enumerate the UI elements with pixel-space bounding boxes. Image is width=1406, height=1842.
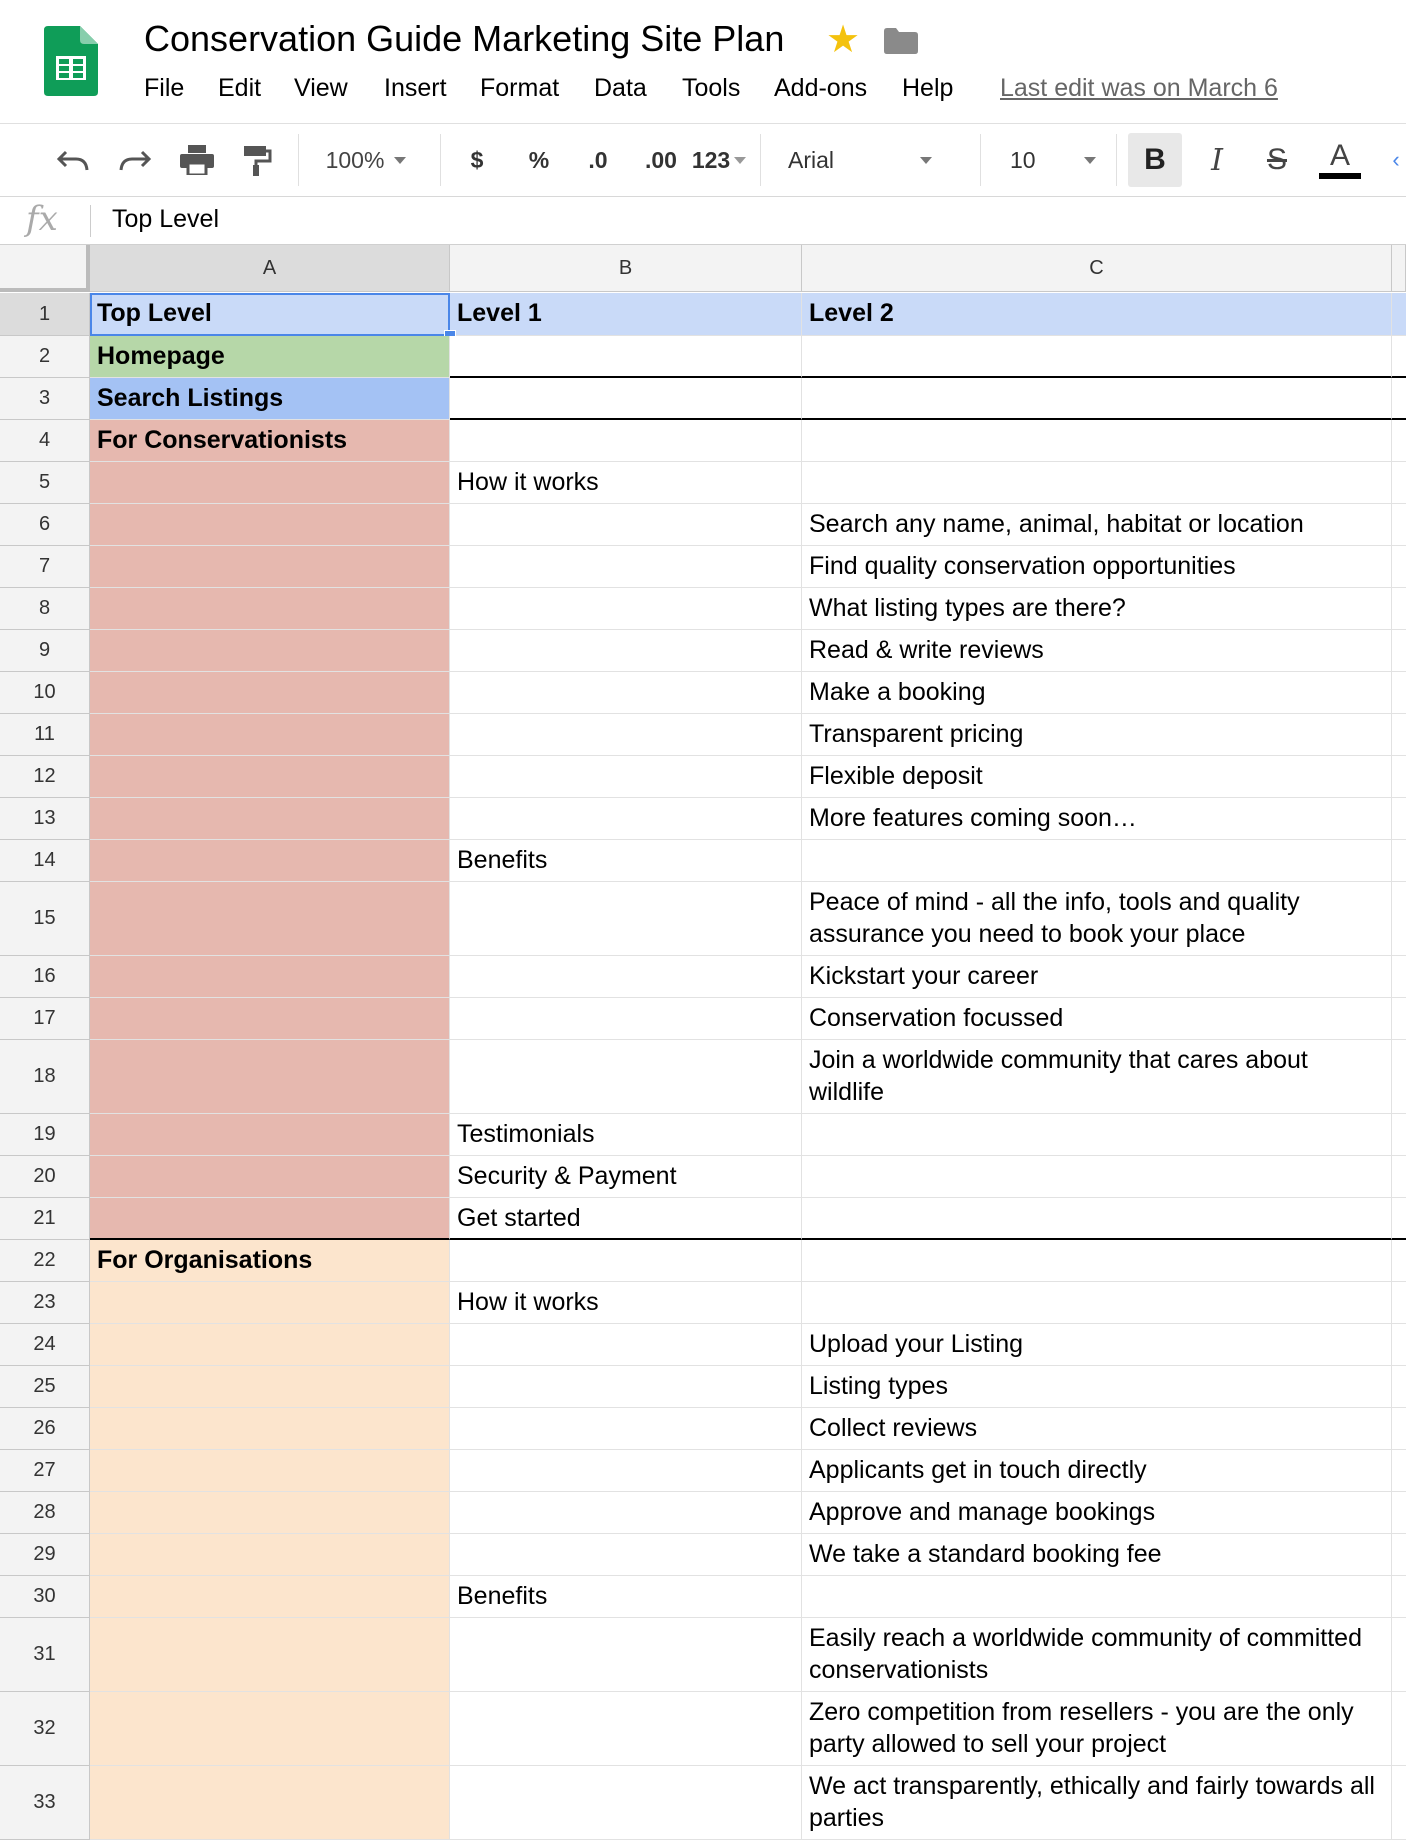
zoom-value: 100% xyxy=(325,146,385,173)
cell-a[interactable] xyxy=(90,1198,450,1240)
toolbar-separator xyxy=(980,134,981,186)
row-header[interactable]: 8 xyxy=(0,588,90,630)
row-header[interactable]: 28 xyxy=(0,1492,90,1534)
table-row xyxy=(0,882,1406,956)
paint-format-button[interactable] xyxy=(232,124,282,196)
paint-format-icon xyxy=(242,144,272,176)
cell-d[interactable] xyxy=(1392,998,1406,1040)
cell-d[interactable] xyxy=(1392,588,1406,630)
table-row xyxy=(0,336,1406,378)
currency-format-button[interactable]: $ xyxy=(470,146,484,173)
table-row xyxy=(0,1766,1406,1840)
column-header-d[interactable] xyxy=(1392,245,1406,292)
cell-c[interactable]: Collect reviews xyxy=(802,1408,1392,1450)
row-header[interactable]: 4 xyxy=(0,420,90,462)
table-row xyxy=(0,840,1406,882)
cell-d[interactable] xyxy=(1392,1408,1406,1450)
cell-b[interactable] xyxy=(450,630,802,672)
table-row xyxy=(0,798,1406,840)
cell-d[interactable] xyxy=(1392,756,1406,798)
table-row xyxy=(0,1156,1406,1198)
cell-c[interactable]: We act transparently, ethically and fairly towards all parties xyxy=(802,1766,1392,1840)
cell-a[interactable] xyxy=(90,1114,450,1156)
column-header-c[interactable]: C xyxy=(802,245,1392,292)
divider xyxy=(90,205,91,237)
cell-d[interactable] xyxy=(1392,1282,1406,1324)
row-header[interactable]: 5 xyxy=(0,462,90,504)
cell-b[interactable]: Testimonials xyxy=(450,1114,802,1156)
row-header[interactable]: 21 xyxy=(0,1198,90,1240)
cell-c[interactable]: Join a worldwide community that cares about wildlife xyxy=(802,1040,1392,1114)
table-row xyxy=(0,1408,1406,1450)
cell-a[interactable] xyxy=(90,1156,450,1198)
menu-help[interactable]: Help xyxy=(902,74,954,102)
select-all-corner[interactable] xyxy=(0,245,90,292)
table-row xyxy=(0,630,1406,672)
cell-c[interactable] xyxy=(802,1114,1392,1156)
table-row xyxy=(0,293,1406,336)
cell-d[interactable] xyxy=(1392,672,1406,714)
toolbar-separator xyxy=(1116,134,1117,186)
table-row xyxy=(0,1324,1406,1366)
cell-d[interactable] xyxy=(1392,504,1406,546)
cell-d[interactable] xyxy=(1392,1240,1406,1282)
table-row xyxy=(0,672,1406,714)
more-formats-button[interactable] xyxy=(684,124,754,196)
cell-d[interactable] xyxy=(1392,630,1406,672)
text-color-swatch xyxy=(1319,173,1361,179)
cell-a[interactable] xyxy=(90,1408,450,1450)
cell-d[interactable] xyxy=(1392,293,1406,336)
spreadsheet-grid xyxy=(0,245,1406,1842)
cell-a[interactable] xyxy=(90,1576,450,1618)
cell-d[interactable] xyxy=(1392,420,1406,462)
column-header-b[interactable]: B xyxy=(450,245,802,292)
cell-d[interactable] xyxy=(1392,798,1406,840)
cell-c[interactable]: Level 2 xyxy=(802,293,1392,336)
cell-b[interactable] xyxy=(450,1534,802,1576)
table-row xyxy=(0,1492,1406,1534)
cell-a[interactable] xyxy=(90,504,450,546)
chevron-down-icon xyxy=(1084,157,1096,164)
menu-file[interactable]: File xyxy=(144,74,185,102)
cell-a[interactable] xyxy=(90,1324,450,1366)
cell-d[interactable] xyxy=(1392,956,1406,998)
cell-a[interactable] xyxy=(90,998,450,1040)
row-header[interactable]: 23 xyxy=(0,1282,90,1324)
last-edit-link[interactable]: Last edit was on March 6 xyxy=(1000,74,1278,102)
cell-a[interactable] xyxy=(90,1040,450,1114)
function-icon: fx xyxy=(26,199,58,239)
cell-a[interactable] xyxy=(90,546,450,588)
cell-c[interactable]: Upload your Listing xyxy=(802,1324,1392,1366)
cell-a[interactable]: Homepage xyxy=(90,336,450,378)
cell-d[interactable] xyxy=(1392,1156,1406,1198)
formula-input[interactable]: Top Level xyxy=(112,205,220,233)
toolbar-separator xyxy=(760,134,761,186)
table-row xyxy=(0,1282,1406,1324)
cell-a[interactable] xyxy=(90,1534,450,1576)
cell-c[interactable]: Easily reach a worldwide community of committed conservationists xyxy=(802,1618,1392,1692)
table-row xyxy=(0,546,1406,588)
table-row xyxy=(0,1618,1406,1692)
column-header-a[interactable]: A xyxy=(90,245,450,292)
cell-b[interactable]: Level 1 xyxy=(450,293,802,336)
cell-d[interactable] xyxy=(1392,336,1406,378)
print-icon xyxy=(180,145,214,175)
cell-d[interactable] xyxy=(1392,1450,1406,1492)
cell-d[interactable] xyxy=(1392,1576,1406,1618)
cell-a[interactable] xyxy=(90,756,450,798)
cell-b[interactable] xyxy=(450,1492,802,1534)
decrease-decimal-label: .0 xyxy=(588,146,608,173)
zoom-select[interactable] xyxy=(306,124,426,196)
more-formats-label: 123 xyxy=(691,146,731,173)
cell-c[interactable] xyxy=(802,378,1392,420)
table-row xyxy=(0,1576,1406,1618)
cell-c[interactable]: Search any name, animal, habitat or location xyxy=(802,504,1392,546)
cell-b[interactable] xyxy=(450,546,802,588)
menu-data[interactable]: Data xyxy=(594,74,647,102)
menu-add-ons[interactable]: Add-ons xyxy=(774,74,868,102)
cell-b[interactable] xyxy=(450,1618,802,1692)
menu-edit[interactable]: Edit xyxy=(218,74,262,102)
cell-b[interactable]: Get started xyxy=(450,1198,802,1240)
row-header[interactable]: 33 xyxy=(0,1766,90,1840)
redo-icon xyxy=(118,148,152,172)
table-row xyxy=(0,588,1406,630)
row-header[interactable]: 10 xyxy=(0,672,90,714)
cell-b[interactable] xyxy=(450,1450,802,1492)
chevron-down-icon xyxy=(394,157,406,164)
row-header[interactable]: 30 xyxy=(0,1576,90,1618)
row-header[interactable]: 26 xyxy=(0,1408,90,1450)
row-header[interactable]: 20 xyxy=(0,1156,90,1198)
cell-a[interactable] xyxy=(90,882,450,956)
menu-view[interactable]: View xyxy=(294,74,348,102)
cell-c[interactable]: Approve and manage bookings xyxy=(802,1492,1392,1534)
cell-b[interactable] xyxy=(450,882,802,956)
cell-a[interactable] xyxy=(90,714,450,756)
row-header[interactable]: 32 xyxy=(0,1692,90,1766)
cell-c[interactable]: Transparent pricing xyxy=(802,714,1392,756)
row-header[interactable]: 11 xyxy=(0,714,90,756)
cell-a[interactable]: For Conservationists xyxy=(90,420,450,462)
cell-c[interactable]: Make a booking xyxy=(802,672,1392,714)
row-header[interactable]: 3 xyxy=(0,378,90,420)
cell-b[interactable] xyxy=(450,378,802,420)
cell-d[interactable] xyxy=(1392,1618,1406,1692)
table-row xyxy=(0,998,1406,1040)
more-toolbar-icon[interactable]: ‹ xyxy=(1392,147,1400,172)
percent-format-button[interactable]: % xyxy=(528,146,550,173)
table-row xyxy=(0,1114,1406,1156)
cell-c[interactable] xyxy=(802,336,1392,378)
cell-c[interactable]: More features coming soon… xyxy=(802,798,1392,840)
cell-a[interactable] xyxy=(90,462,450,504)
cell-a[interactable] xyxy=(90,798,450,840)
cell-a[interactable] xyxy=(90,1618,450,1692)
star-icon[interactable]: ★ xyxy=(826,19,861,61)
row-header[interactable]: 12 xyxy=(0,756,90,798)
undo-button[interactable] xyxy=(48,124,98,196)
cell-c[interactable]: Peace of mind - all the info, tools and quality assurance you need to book your place xyxy=(802,882,1392,956)
redo-button[interactable] xyxy=(110,124,160,196)
cell-a[interactable] xyxy=(90,1766,450,1840)
cell-b[interactable] xyxy=(450,1692,802,1766)
bold-button[interactable]: B xyxy=(1128,133,1182,187)
table-row xyxy=(0,378,1406,420)
row-header[interactable]: 16 xyxy=(0,956,90,998)
cell-b[interactable] xyxy=(450,504,802,546)
cell-d[interactable] xyxy=(1392,1366,1406,1408)
cell-a[interactable] xyxy=(90,956,450,998)
cell-b[interactable] xyxy=(450,956,802,998)
row-header[interactable]: 6 xyxy=(0,504,90,546)
decrease-decimal-button[interactable] xyxy=(570,124,626,196)
row-header[interactable]: 31 xyxy=(0,1618,90,1692)
table-row xyxy=(0,420,1406,462)
cell-b[interactable]: How it works xyxy=(450,1282,802,1324)
cell-d[interactable] xyxy=(1392,882,1406,956)
cell-d[interactable] xyxy=(1392,1114,1406,1156)
cell-b[interactable] xyxy=(450,420,802,462)
cell-d[interactable] xyxy=(1392,378,1406,420)
sheets-logo-icon[interactable] xyxy=(44,26,98,96)
cell-a[interactable] xyxy=(90,840,450,882)
formula-bar xyxy=(0,197,1406,245)
cell-c[interactable] xyxy=(802,1576,1392,1618)
chevron-down-icon xyxy=(734,157,746,164)
cell-a[interactable] xyxy=(90,1282,450,1324)
cell-d[interactable] xyxy=(1392,840,1406,882)
cell-b[interactable] xyxy=(450,756,802,798)
cell-a[interactable] xyxy=(90,672,450,714)
cell-c[interactable] xyxy=(802,462,1392,504)
cell-b[interactable]: Security & Payment xyxy=(450,1156,802,1198)
strikethrough-button[interactable]: S xyxy=(1266,143,1287,176)
table-row xyxy=(0,1534,1406,1576)
table-row xyxy=(0,1040,1406,1114)
row-header[interactable]: 2 xyxy=(0,336,90,378)
cell-d[interactable] xyxy=(1392,1492,1406,1534)
cell-d[interactable] xyxy=(1392,1692,1406,1766)
cell-c[interactable]: Conservation focussed xyxy=(802,998,1392,1040)
document-title[interactable]: Conservation Guide Marketing Site Plan xyxy=(144,18,785,59)
font-size-select[interactable] xyxy=(990,124,1110,196)
cell-d[interactable] xyxy=(1392,546,1406,588)
row-header[interactable]: 15 xyxy=(0,882,90,956)
cell-b[interactable] xyxy=(450,998,802,1040)
row-header[interactable]: 19 xyxy=(0,1114,90,1156)
table-row xyxy=(0,956,1406,998)
menu-tools[interactable]: Tools xyxy=(682,74,741,102)
table-row xyxy=(0,1450,1406,1492)
cell-d[interactable] xyxy=(1392,1040,1406,1114)
cell-b[interactable] xyxy=(450,714,802,756)
row-header[interactable]: 25 xyxy=(0,1366,90,1408)
row-header[interactable]: 17 xyxy=(0,998,90,1040)
row-header[interactable]: 7 xyxy=(0,546,90,588)
row-header[interactable]: 13 xyxy=(0,798,90,840)
row-header[interactable]: 24 xyxy=(0,1324,90,1366)
cell-b[interactable] xyxy=(450,588,802,630)
cell-b[interactable] xyxy=(450,1366,802,1408)
cell-d[interactable] xyxy=(1392,462,1406,504)
cell-c[interactable]: Kickstart your career xyxy=(802,956,1392,998)
cell-c[interactable]: Applicants get in touch directly xyxy=(802,1450,1392,1492)
cell-a[interactable] xyxy=(90,1492,450,1534)
cell-a[interactable] xyxy=(90,588,450,630)
folder-icon[interactable] xyxy=(884,28,918,54)
row-header[interactable]: 18 xyxy=(0,1040,90,1114)
cell-d[interactable] xyxy=(1392,1766,1406,1840)
text-color-icon: A xyxy=(1329,139,1350,172)
cell-a[interactable] xyxy=(90,1366,450,1408)
table-row xyxy=(0,714,1406,756)
cell-b[interactable]: Benefits xyxy=(450,840,802,882)
title-bar xyxy=(0,0,1406,124)
cell-c[interactable]: We take a standard booking fee xyxy=(802,1534,1392,1576)
table-row xyxy=(0,1366,1406,1408)
cell-b[interactable] xyxy=(450,1324,802,1366)
cell-a[interactable]: Search Listings xyxy=(90,378,450,420)
cell-d[interactable] xyxy=(1392,714,1406,756)
toolbar xyxy=(0,124,1406,197)
cell-d[interactable] xyxy=(1392,1534,1406,1576)
row-header[interactable]: 1 xyxy=(0,293,90,336)
cell-b[interactable] xyxy=(450,336,802,378)
cell-c[interactable] xyxy=(802,1156,1392,1198)
toolbar-separator xyxy=(440,134,441,186)
italic-button[interactable]: I xyxy=(1211,142,1223,178)
cell-b[interactable] xyxy=(450,1766,802,1840)
cell-a[interactable] xyxy=(90,1450,450,1492)
cell-c[interactable] xyxy=(802,420,1392,462)
cell-c[interactable]: Zero competition from resellers - you are the only party allowed to sell your project xyxy=(802,1692,1392,1766)
cell-b[interactable]: How it works xyxy=(450,462,802,504)
cell-b[interactable] xyxy=(450,1240,802,1282)
table-row xyxy=(0,1198,1406,1240)
table-row xyxy=(0,462,1406,504)
cell-c[interactable]: Find quality conservation opportunities xyxy=(802,546,1392,588)
cell-c[interactable] xyxy=(802,1240,1392,1282)
cell-c[interactable] xyxy=(802,840,1392,882)
selected-cell[interactable]: Top Level xyxy=(90,293,450,336)
cell-c[interactable]: What listing types are there? xyxy=(802,588,1392,630)
cell-b[interactable] xyxy=(450,1040,802,1114)
table-row xyxy=(0,756,1406,798)
font-family-select[interactable] xyxy=(770,124,950,196)
cell-b[interactable] xyxy=(450,1408,802,1450)
menu-insert[interactable]: Insert xyxy=(384,74,447,102)
cell-b[interactable] xyxy=(450,672,802,714)
cell-a[interactable] xyxy=(90,1692,450,1766)
cell-b[interactable]: Benefits xyxy=(450,1576,802,1618)
table-row xyxy=(0,504,1406,546)
row-header[interactable]: 29 xyxy=(0,1534,90,1576)
increase-decimal-label: .00 xyxy=(645,146,677,173)
row-header[interactable]: 14 xyxy=(0,840,90,882)
print-button[interactable] xyxy=(172,124,222,196)
cell-d[interactable] xyxy=(1392,1198,1406,1240)
row-header[interactable]: 22 xyxy=(0,1240,90,1282)
cell-c[interactable] xyxy=(802,1282,1392,1324)
toolbar-separator xyxy=(298,134,299,186)
cell-a[interactable]: For Organisations xyxy=(90,1240,450,1282)
cell-a[interactable] xyxy=(90,630,450,672)
chevron-down-icon xyxy=(920,157,932,164)
text-color-button[interactable] xyxy=(1312,124,1368,196)
cell-b[interactable] xyxy=(450,798,802,840)
font-size-value: 10 xyxy=(1010,146,1036,173)
row-header[interactable]: 27 xyxy=(0,1450,90,1492)
cell-d[interactable] xyxy=(1392,1324,1406,1366)
cell-c[interactable]: Listing types xyxy=(802,1366,1392,1408)
cell-c[interactable]: Read & write reviews xyxy=(802,630,1392,672)
menu-format[interactable]: Format xyxy=(480,74,560,102)
cell-c[interactable] xyxy=(802,1198,1392,1240)
table-row xyxy=(0,1692,1406,1766)
row-header[interactable]: 9 xyxy=(0,630,90,672)
undo-icon xyxy=(56,148,90,172)
cell-c[interactable]: Flexible deposit xyxy=(802,756,1392,798)
table-row xyxy=(0,1240,1406,1282)
font-family-value: Arial xyxy=(788,146,835,173)
